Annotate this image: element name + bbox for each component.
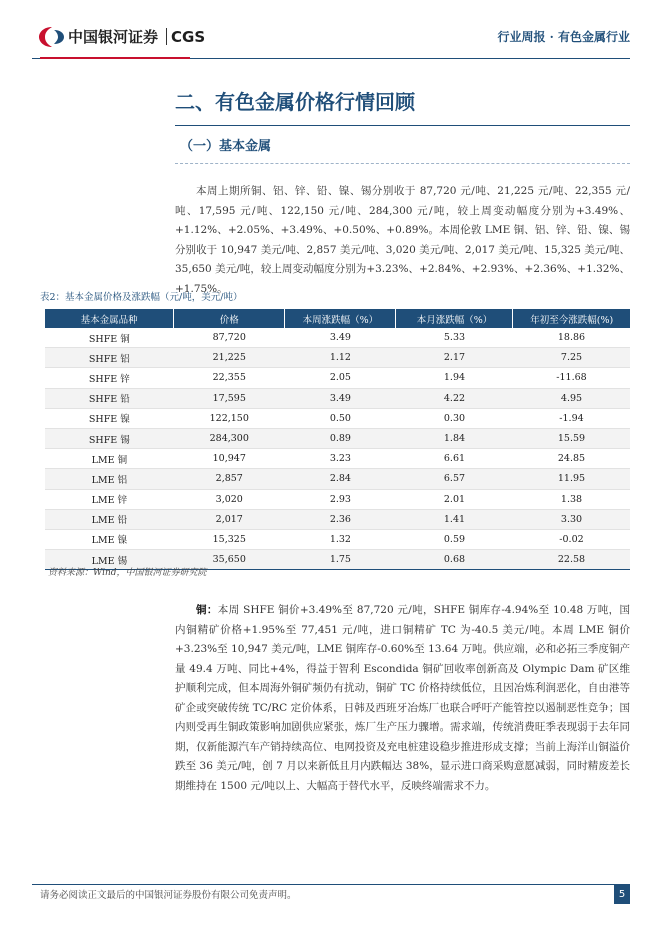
cell-variety: LME 锌 [45,489,174,509]
cell-price: 122,150 [174,408,285,428]
cell-price: 3,020 [174,489,285,509]
cell-ytd-change: 18.86 [513,328,630,348]
cell-price: 22,355 [174,368,285,388]
cell-monthly-change: 0.59 [396,529,513,549]
cell-monthly-change: 1.84 [396,428,513,448]
table-row [45,368,630,388]
header-accent-line [40,57,190,59]
cell-weekly-change: 0.89 [285,428,396,448]
table-row [45,348,630,368]
summary-paragraph: 本周上期所铜、铝、锌、铅、镍、锡分别收于 87,720 元/吨、21,225 元/吨、22,355 元/吨、17,595 元/吨、122,150 元/吨、284,300 元/吨，较上周变动幅度分别为+3.49%、+1.12%、+2.05%、+3.49%、+0.50%、+0.89%。本周伦敦 LME 铜、铝、锌、铅、镍、锡分别收于 10,947 美元/吨、2,857 美元/吨、3,020 美元/吨、2,017 美元/吨、15,325 美元/吨、35,650 美元/吨，较上周变动幅度分别为+3.23%、+2.84%、+2.93%、+2.36%、+1.32%、+1.75%。 [175,185,630,295]
cell-weekly-change: 3.49 [285,328,396,348]
cell-ytd-change: 7.25 [513,348,630,368]
section-divider [175,125,630,126]
cgs-logo-icon [38,26,66,48]
cell-monthly-change: 0.68 [396,550,513,570]
header-cell-monthly: 本月涨跌幅（%） [396,309,513,328]
cell-variety: SHFE 锌 [45,368,174,388]
cell-monthly-change: 1.94 [396,368,513,388]
cell-weekly-change: 0.50 [285,408,396,428]
cell-weekly-change: 3.23 [285,449,396,469]
cell-variety: LME 镍 [45,529,174,549]
cell-ytd-change: -11.68 [513,368,630,388]
cell-monthly-change: 1.41 [396,509,513,529]
cell-monthly-change: 6.61 [396,449,513,469]
table-row [45,469,630,489]
cell-weekly-change: 2.36 [285,509,396,529]
table-row [45,388,630,408]
cell-monthly-change: 2.17 [396,348,513,368]
cell-ytd-change: 3.30 [513,509,630,529]
metals-price-table [45,309,630,570]
cell-ytd-change: 24.85 [513,449,630,469]
page-number: 5 [614,885,630,904]
cell-ytd-change: 22.58 [513,550,630,570]
cell-price: 10,947 [174,449,285,469]
table-row [45,489,630,509]
table-row [45,449,630,469]
logo-divider [166,28,167,45]
cell-monthly-change: 6.57 [396,469,513,489]
cell-weekly-change: 1.75 [285,550,396,570]
subsection-divider [175,163,630,164]
cell-variety: LME 铜 [45,449,174,469]
cell-monthly-change: 2.01 [396,489,513,509]
logo-text-en: CGS [171,28,206,46]
cell-variety: SHFE 铜 [45,328,174,348]
cell-price: 2,017 [174,509,285,529]
subsection-title: （一）基本金属 [180,139,272,154]
table-row [45,328,630,348]
cell-price: 35,650 [174,550,285,570]
cell-monthly-change: 4.22 [396,388,513,408]
cell-price: 284,300 [174,428,285,448]
footer-disclaimer: 请务必阅读正文最后的中国银河证券股份有限公司免责声明。 [40,890,297,901]
cell-ytd-change: 1.38 [513,489,630,509]
header-cell-price: 价格 [174,309,285,328]
cell-price: 87,720 [174,328,285,348]
cell-monthly-change: 5.33 [396,328,513,348]
cell-variety: LME 铝 [45,469,174,489]
table-row [45,509,630,529]
copper-paragraph [175,601,630,796]
cell-price: 17,595 [174,388,285,408]
header-cell-ytd: 年初至今涨跌幅(%) [513,309,630,328]
report-type-label: 行业周报 · 有色金属行业 [497,30,630,44]
cell-weekly-change: 1.32 [285,529,396,549]
cell-price: 2,857 [174,469,285,489]
cell-weekly-change: 2.93 [285,489,396,509]
cell-monthly-change: 0.30 [396,408,513,428]
cell-variety: LME 铅 [45,509,174,529]
header-cell-variety: 基本金属品种 [45,309,174,328]
copper-body-text: 本周 SHFE 铜价+3.49%至 87,720 元/吨，SHFE 铜库存-4.94%至 10.48 万吨，国内铜精矿价格+1.95%至 77,451 元/吨，进口铜精矿 TC 为-40.5 美元/吨。本周 LME 铜价+3.23%至 10,947 美元/吨，LME 铜库存-0.60%至 13.64 万吨。供应端，必和必拓三季度铜产量 49.4 万吨、同比+4%，得益于智利 Escondida 铜矿回收率创新高及 Olympic Dam 矿区维护顺利完成，但本周海外铜矿频仍有扰动，铜矿 TC 价格持续低位，且因冶炼利润恶化，自由港等矿企或突破传统 TC/RC 定价体系，日韩及西班牙冶炼厂也联合呼吁产能管控以遏制恶性竞争；国内则受再生铜政策影响加剧供应紧张，炼厂生产压力骤增。需求端，传统消费旺季表现弱于去年同期，仅新能源汽车产销持续高位、电网投资及充电桩建设稳步推进形成支撑；当前上海洋山铜溢价跌至 36 美元/吨，创 7 月以来新低且月内跌幅达 38%，显示进口商采购意愿减弱，同时精废差长期维持在 1500 元/吨以上、大幅高于替代水平，反映终端需求不力。 [175,604,631,792]
table-row [45,428,630,448]
table-header-row [45,309,630,328]
cell-ytd-change: 4.95 [513,388,630,408]
cell-weekly-change: 2.05 [285,368,396,388]
cell-ytd-change: 11.95 [513,469,630,489]
header-cell-weekly: 本周涨跌幅（%） [285,309,396,328]
cell-ytd-change: -1.94 [513,408,630,428]
table-row [45,408,630,428]
table-source-note: 资料来源：Wind，中国银河证券研究院 [48,568,207,578]
cell-variety: SHFE 铅 [45,388,174,408]
cell-weekly-change: 2.84 [285,469,396,489]
cell-ytd-change: 15.59 [513,428,630,448]
cell-weekly-change: 3.49 [285,388,396,408]
cell-price: 21,225 [174,348,285,368]
cell-variety: LME 锡 [45,550,174,570]
table-caption: 表2：基本金属价格及涨跌幅（元/吨，美元/吨） [40,292,243,303]
copper-lead-label: 铜： [196,604,218,616]
cell-variety: SHFE 镍 [45,408,174,428]
cell-ytd-change: -0.02 [513,529,630,549]
cell-weekly-change: 1.12 [285,348,396,368]
cell-variety: SHFE 铝 [45,348,174,368]
cell-price: 15,325 [174,529,285,549]
logo-text-cn: 中国银河证券 [68,28,159,46]
section-title: 二、有色金属价格行情回顾 [175,90,415,114]
table-row [45,529,630,549]
cell-variety: SHFE 锡 [45,428,174,448]
table-body [45,328,630,570]
footer-divider [32,884,630,885]
